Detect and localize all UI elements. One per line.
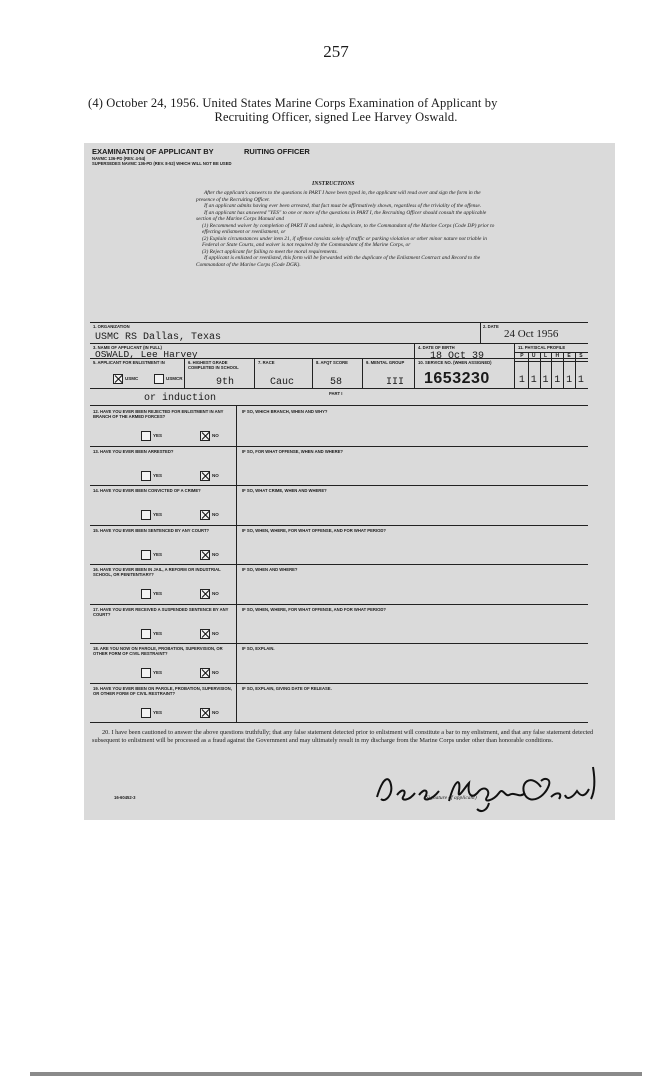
instruction-paragraph: After the applicant's answers to the questions in PART I have been typed in, the applicant will read over and sign the form in the presence of the Recruiting Officer. [196,190,481,203]
form-title-right: RUITING OFFICER [244,147,310,156]
no-checkbox[interactable] [200,589,210,599]
label-organization: 1. ORGANIZATION [93,324,130,329]
label-physical-profile: 11. PHYSICAL PROFILE [518,345,566,350]
label-name: 3. NAME OF APPLICANT (IN FULL) [93,345,162,350]
profile-header: S [579,353,583,359]
exhibit-caption-continued: Recruiting Officer, signed Lee Harvey Oswald. [214,110,458,124]
yes-checkbox[interactable] [141,510,151,520]
instruction-paragraph: If an applicant has answered "YES" to one or more of the questions in PART I, the Recruiting Officer should consult the applicable section of the Marine Corps Manual and [196,209,487,222]
page-bottom-rule [30,1072,642,1076]
yes-checkbox[interactable] [141,589,151,599]
question-if-so-label: IF SO, WHEN, WHERE, FOR WHAT OFFENSE, AND FOR WHAT PERIOD? [242,527,386,533]
page-number: 257 [323,42,349,61]
instruction-item: (1) Recommend waiver by completion of PART II and submit, in duplicate, to the Commandant of the Marine Corps (Code DP) prior to effecting enlistment or reenlistment, or [202,222,495,235]
question-label: 15. HAVE YOU EVER BEEN SENTENCED BY ANY COURT? [93,527,210,533]
label-afqt: 8. AFQT SCORE [316,360,348,365]
form-footer-code: 16-60452-3 [114,795,136,800]
instructions-block [196,190,496,268]
yes-checkbox[interactable] [141,708,151,718]
no-label: NO [212,630,219,636]
value-dob: 18 Oct 39 [430,351,485,362]
label-grade: 6. HIGHEST GRADE COMPLETED IN SCHOOL [188,360,239,370]
question-label: 13. HAVE YOU EVER BEEN ARRESTED? [93,448,174,454]
no-checkbox[interactable] [200,431,210,441]
usmc-label: USMC [125,376,139,381]
instructions-heading: INSTRUCTIONS [312,181,355,187]
no-checkbox[interactable] [200,550,210,560]
yes-label: YES [153,591,163,596]
profile-header: H [555,353,560,359]
no-checkbox[interactable] [200,471,210,481]
question-if-so-label: IF SO, EXPLAIN, GIVING DATE OF RELEASE. [242,685,332,691]
instruction-item: (2) Explain circumstances under item 21, if offense consists solely of traffic or parking violation or other minor nature not triable in Federal or State Courts, and waiver is not required by the Commandant of the Marine Corps, or [202,235,487,248]
yes-checkbox[interactable] [141,431,151,441]
instruction-paragraph: If an applicant admits having ever been arrested, that fact must be affirmatively shown, regardless of the triviality of the offense. [204,203,482,209]
value-afqt: 58 [330,377,343,388]
yes-label: YES [153,551,163,557]
yes-label: YES [153,512,163,517]
yes-checkbox[interactable] [141,668,151,678]
label-race: 7. RACE [258,360,275,365]
signature-caption: (Signature of applicant) [424,795,477,801]
form-title: EXAMINATION OF APPLICANT BY [92,147,214,156]
question-if-so-label: IF SO, EXPLAIN. [242,646,275,651]
profile-value: 1 [518,375,525,386]
value-grade: 9th [216,377,235,388]
no-label: NO [212,709,219,715]
yes-label: YES [153,472,163,478]
examination-form [84,143,615,820]
value-organization: USMC RS Dallas, Texas [95,332,222,343]
applicant-signature [369,757,609,817]
question-label: 12. HAVE YOU EVER BEEN REJECTED FOR ENLISTMENT IN ANY BRANCH OF THE ARMED FORCES? [93,409,224,419]
profile-value: 1 [554,375,561,386]
question-label: 18. ARE YOU NOW ON PAROLE, PROBATION, SUPERVISION, OR OTHER FORM OF CIVIL RESTRAINT? [93,646,223,656]
profile-value: 1 [566,375,573,386]
yes-checkbox[interactable] [141,629,151,639]
yes-checkbox[interactable] [141,550,151,560]
no-label: NO [212,512,219,517]
yes-label: YES [153,709,163,715]
label-date: 2. DATE [483,324,499,329]
yes-label: YES [153,670,163,675]
usmc-checkbox[interactable] [113,374,123,384]
exhibit-caption: (4) October 24, 1956. United States Marine Corps Examination of Applicant by [88,96,498,110]
value-date: 24 Oct 1956 [504,328,559,340]
no-checkbox[interactable] [200,668,210,678]
yes-label: YES [153,630,163,636]
yes-checkbox[interactable] [141,471,151,481]
profile-value: 1 [530,375,537,386]
value-mental-group: III [386,377,405,388]
no-checkbox[interactable] [200,510,210,520]
question-if-so-label: IF SO, FOR WHAT OFFENSE, WHEN AND WHERE? [242,448,343,454]
profile-value: 1 [577,375,584,386]
no-label: NO [212,670,219,675]
no-label: NO [212,433,219,438]
profile-header: P [520,353,524,359]
part-one-heading: PART I [329,391,343,396]
no-label: NO [212,551,219,557]
question-label: 17. HAVE YOU EVER RECEIVED A SUSPENDED SENTENCE BY ANY COURT? [93,606,229,617]
label-applicant-for: 5. APPLICANT FOR ENLISTMENT IN [93,360,165,365]
label-dob: 4. DATE OF BIRTH [418,345,455,350]
no-checkbox[interactable] [200,708,210,718]
yes-label: YES [153,433,163,438]
form-supersedes: SUPERSEDES NAVMC 136-PD (REV. 8-52) WHICH WILL NOT BE USED [92,161,232,166]
question-if-so-label: IF SO, WHICH BRANCH, WHEN AND WHY? [242,409,328,414]
instruction-paragraph: If applicant is enlisted or reenlisted, this form will be forwarded with the duplicate of the Enlistment Contract and Record to the Commandant of the Marine Corps (Code DGK). [196,255,481,268]
question-label: 14. HAVE YOU EVER BEEN CONVICTED OF A CRIME? [93,488,201,493]
usmcr-label: USMCR [166,376,183,381]
question-if-so-label: IF SO, WHEN, WHERE, FOR WHAT OFFENSE, AND FOR WHAT PERIOD? [242,606,386,612]
profile-header: E [567,353,571,359]
certification-statement: 20. I have been cautioned to answer the above questions truthfully; that any false statement detected prior to enlistment will constitute a bar to my enlistment, and that any false statement detected subsequent to enlistment will be processed as a fraud against the Government and may ultimately result in my discharge from the Marine Corps under other than honorable conditions. [92,729,594,744]
handwritten-or-induction: or induction [144,393,217,404]
question-label: 16. HAVE YOU EVER BEEN IN JAIL, A REFORM OR INDUSTRIAL SCHOOL, OR PENITENTIARY? [93,567,221,577]
value-race: Cauc [270,377,295,388]
value-name: OSWALD, Lee Harvey [95,349,198,360]
no-label: NO [212,591,219,596]
question-if-so-label: IF SO, WHEN AND WHERE? [242,567,298,572]
instruction-item: (3) Reject applicant for failing to meet the moral requirements. [202,248,338,255]
no-checkbox[interactable] [200,629,210,639]
profile-header: L [543,353,548,359]
label-service-no: 10. SERVICE NO. (WHEN ASSIGNED) [418,360,492,365]
label-mental-group: 9. MENTAL GROUP [366,360,405,365]
profile-header: U [531,353,536,359]
value-service-no: 1653230 [424,370,490,387]
no-label: NO [212,472,219,478]
profile-value: 1 [542,375,549,386]
usmcr-checkbox[interactable] [154,374,164,384]
question-if-so-label: IF SO, WHAT CRIME, WHEN AND WHERE? [242,488,327,493]
form-number: NAVMC 136-PD (REV. 4-54) [92,156,146,161]
question-label: 19. HAVE YOU EVER BEEN ON PAROLE, PROBATION, SUPERVISION, OR OTHER FORM OF CIVIL RESTRAINT? [93,685,232,696]
